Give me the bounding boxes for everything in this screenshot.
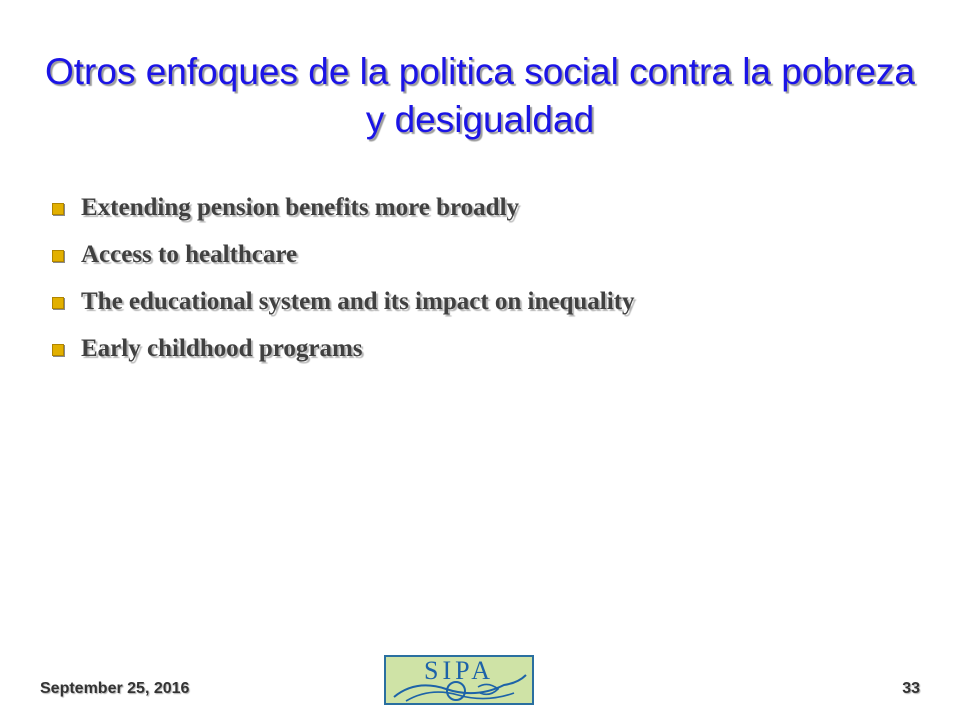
square-bullet-icon	[52, 250, 64, 262]
bullet-item	[52, 278, 912, 325]
bullet-item	[52, 325, 912, 372]
bullet-list	[52, 184, 912, 372]
square-bullet-icon	[52, 297, 64, 309]
square-bullet-icon	[52, 344, 64, 356]
bullet-text: Early childhood programs	[81, 334, 363, 362]
page-number: 33	[902, 680, 920, 697]
bullet-text: Extending pension benefits more broadly	[81, 193, 520, 221]
bullet-text: The educational system and its impact on inequality	[81, 287, 635, 315]
bullet-text: Access to healthcare	[81, 240, 298, 268]
square-bullet-icon	[52, 203, 64, 215]
slide-title: Otros enfoques de la politica social contra la pobreza y desigualdad	[44, 51, 915, 140]
sipa-logo	[384, 655, 534, 705]
bullet-item	[52, 231, 912, 278]
footer-date: September 25, 2016	[40, 680, 190, 697]
logo-text: SIPA	[424, 656, 494, 685]
bullet-item	[52, 184, 912, 231]
